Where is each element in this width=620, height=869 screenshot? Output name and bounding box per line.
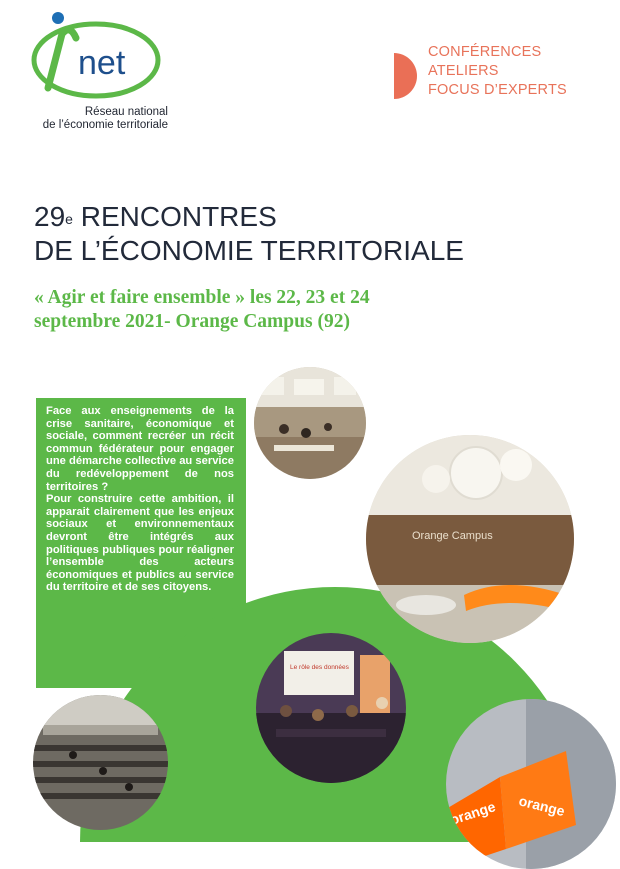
logo-caption <box>18 106 168 132</box>
intro-paragraph-2: Pour construire cette ambition, il apparait clairement que les enjeux sociaux et environnementaux devront être intégrés aux politiques publiques pour réaligner l’ensemble des acteurs économiques et publics au service du territoire et de ses citoyens. <box>46 493 234 594</box>
photo-conference-room <box>254 367 366 479</box>
photo-auditorium <box>33 695 168 830</box>
logo-dot <box>52 12 64 24</box>
title-line1-rest: RENCONTRES <box>72 201 277 232</box>
title-line2: DE L’ÉCONOMIE TERRITORIALE <box>34 235 464 266</box>
subtitle-line2: septembre 2021- Orange Campus (92) <box>34 311 350 332</box>
photo-orange-campus-lobby <box>366 435 574 643</box>
tags-half-circle <box>394 53 420 99</box>
event-subtitle <box>34 286 370 334</box>
event-formats <box>428 43 567 100</box>
tag-ateliers: ATELIERS <box>428 63 499 79</box>
title-ordinal: e <box>65 211 73 227</box>
intro-paragraph-1: Face aux enseignements de la crise sanitaire, économique et sociale, comment recréer un récit commun fédérateur pour engager une démarche collective au service du redéveloppement de nos territoires ? <box>46 405 234 493</box>
intro-text <box>46 405 234 594</box>
tag-focus: FOCUS D’EXPERTS <box>428 82 567 98</box>
title-line1 <box>34 200 464 234</box>
page-title <box>34 200 464 268</box>
logo-r-stroke <box>48 30 76 88</box>
subtitle-line1: « Agir et faire ensemble » les 22, 23 et 24 <box>34 287 370 308</box>
campus-sign-text: Orange Campus <box>412 530 493 542</box>
photo-panel-discussion <box>256 633 406 783</box>
title-number: 29 <box>34 201 66 232</box>
tag-conferences: CONFÉRENCES <box>428 44 542 60</box>
logo-caption-line2: de l’économie territoriale <box>42 119 168 131</box>
logo-caption-line1: Réseau national <box>84 106 168 118</box>
photo-orange-sign <box>446 699 616 869</box>
slide-text: Le rôle des données <box>290 664 349 671</box>
logo-wordmark: net <box>78 44 126 82</box>
orange-brand-b: orange <box>517 792 567 820</box>
orange-brand-a: orange <box>447 798 498 828</box>
